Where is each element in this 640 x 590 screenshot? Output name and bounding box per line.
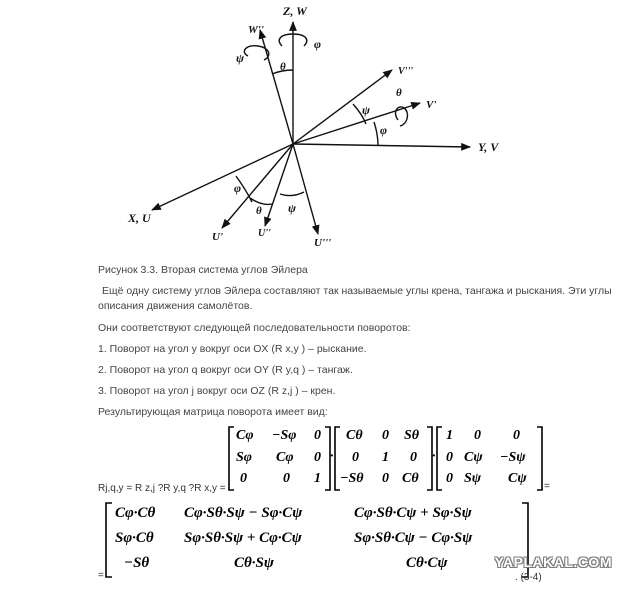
- result-cell: −Sθ: [124, 555, 150, 571]
- angle-arc-phi-right: [374, 122, 378, 146]
- label-v3: V''': [398, 66, 414, 77]
- rotation-arc-w: [244, 46, 268, 60]
- matrix-cell: Cφ: [276, 450, 294, 465]
- result-cell: Sφ·Cθ: [115, 530, 154, 546]
- angle-theta-low: θ: [256, 205, 262, 217]
- axis-x: [152, 144, 293, 210]
- list-item: 2. Поворот на угол q вокруг оси OY (R y,q ) – тангаж.: [98, 364, 353, 376]
- angle-psi-right: ψ: [362, 103, 371, 117]
- matrix-cell: 1: [446, 428, 453, 443]
- label-u2: U'': [258, 228, 271, 239]
- result-cell: Cφ·Cθ: [115, 505, 156, 521]
- equals-sign: =: [98, 570, 104, 581]
- matrix-cell: −Sψ: [500, 450, 526, 465]
- result-cell: Sφ·Sθ·Sψ + Cφ·Cψ: [184, 530, 302, 546]
- matrix-cell: Cψ: [464, 450, 483, 465]
- angle-theta-right: θ: [396, 87, 402, 99]
- angle-psi-low: ψ: [288, 201, 297, 215]
- matrix-cell: Sφ: [236, 450, 252, 465]
- matrix-cell: 0: [382, 471, 389, 486]
- matrix-cell: 0: [240, 471, 247, 486]
- matrix-cell: −Sθ: [340, 471, 364, 486]
- label-u3: U''': [314, 237, 332, 249]
- list-item: 3. Поворот на угол j вокруг оси OZ (R z,j ) – крен.: [98, 385, 336, 397]
- matrix-cell: 1: [314, 471, 321, 486]
- matrix-cell: Sψ: [464, 471, 482, 486]
- matrix-cell: −Sφ: [272, 428, 297, 443]
- paragraph-intro: Ещё одну систему углов Эйлера составляют так называемые углы крена, тангажа и рыскания. Эти углы описания движения самолётов.: [98, 285, 612, 312]
- equation-lhs: Rj,q,y = R z,j ?R y,q ?R x,y =: [98, 483, 226, 494]
- angle-psi-top: ψ: [236, 51, 245, 65]
- list-item: 1. Поворот на угол y вокруг оси OX (R x,y ) – рыскание.: [98, 343, 367, 355]
- label-z: Z, W: [283, 4, 307, 18]
- matrix-cell: Cθ: [402, 471, 419, 486]
- angle-phi-low: φ: [234, 181, 242, 195]
- matrix-cell: 0: [382, 428, 389, 443]
- axis-u3: [293, 144, 318, 234]
- angle-phi-top: φ: [314, 37, 322, 51]
- matrix-cell: 0: [474, 428, 481, 443]
- matrix-cell: Cθ: [346, 428, 363, 443]
- label-y: Y, V: [478, 140, 499, 154]
- result-cell: Sφ·Sθ·Cψ − Cφ·Sψ: [354, 530, 473, 546]
- figure-caption: Рисунок 3.3. Вторая система углов Эйлера: [98, 264, 308, 276]
- label-w2: W'': [248, 24, 264, 36]
- matrix-cell: 0: [283, 471, 290, 486]
- dot-operator: ·: [330, 449, 334, 464]
- matrix-cell: Cψ: [508, 471, 527, 486]
- result-cell: Cφ·Sθ·Cψ + Sφ·Sψ: [354, 505, 472, 521]
- angle-arc-psi-low: [280, 192, 304, 196]
- matrix-cell: 0: [314, 450, 321, 465]
- result-cell: Cφ·Sθ·Sψ − Sφ·Cψ: [184, 505, 303, 521]
- matrix-cell: 1: [382, 450, 389, 465]
- label-u1: U': [212, 231, 223, 243]
- result-cell: Cθ·Sψ: [234, 555, 274, 571]
- equation-number: . (3-4): [515, 572, 542, 583]
- matrix-cell: Sθ: [404, 428, 420, 443]
- angle-phi-right: φ: [380, 123, 388, 137]
- matrix-cell: 0: [446, 450, 453, 465]
- label-x: X, U: [128, 211, 151, 225]
- result-cell: Cθ·Cψ: [406, 555, 448, 571]
- paragraph-sequence: Они соответствуют следующей последовательности поворотов:: [98, 322, 411, 334]
- angle-arc-theta-low: [250, 198, 272, 204]
- watermark: YAPLAKAL.COM: [494, 554, 612, 570]
- paragraph-result: Результирующая матрица поворота имеет вид:: [98, 406, 328, 418]
- label-v1: V': [426, 99, 437, 111]
- dot-operator: ·: [432, 449, 436, 464]
- angle-theta-top: θ: [280, 61, 286, 73]
- matrix-cell: 0: [410, 450, 417, 465]
- axis-y: [293, 144, 470, 147]
- matrix-cell: Cφ: [236, 428, 254, 443]
- axis-w2: [260, 30, 293, 144]
- euler-angles-figure: [0, 0, 640, 262]
- matrix-cell: 0: [352, 450, 359, 465]
- matrix-cell: 0: [446, 471, 453, 486]
- equals-sign: =: [544, 481, 550, 492]
- matrix-cell: 0: [513, 428, 520, 443]
- matrix-cell: 0: [314, 428, 321, 443]
